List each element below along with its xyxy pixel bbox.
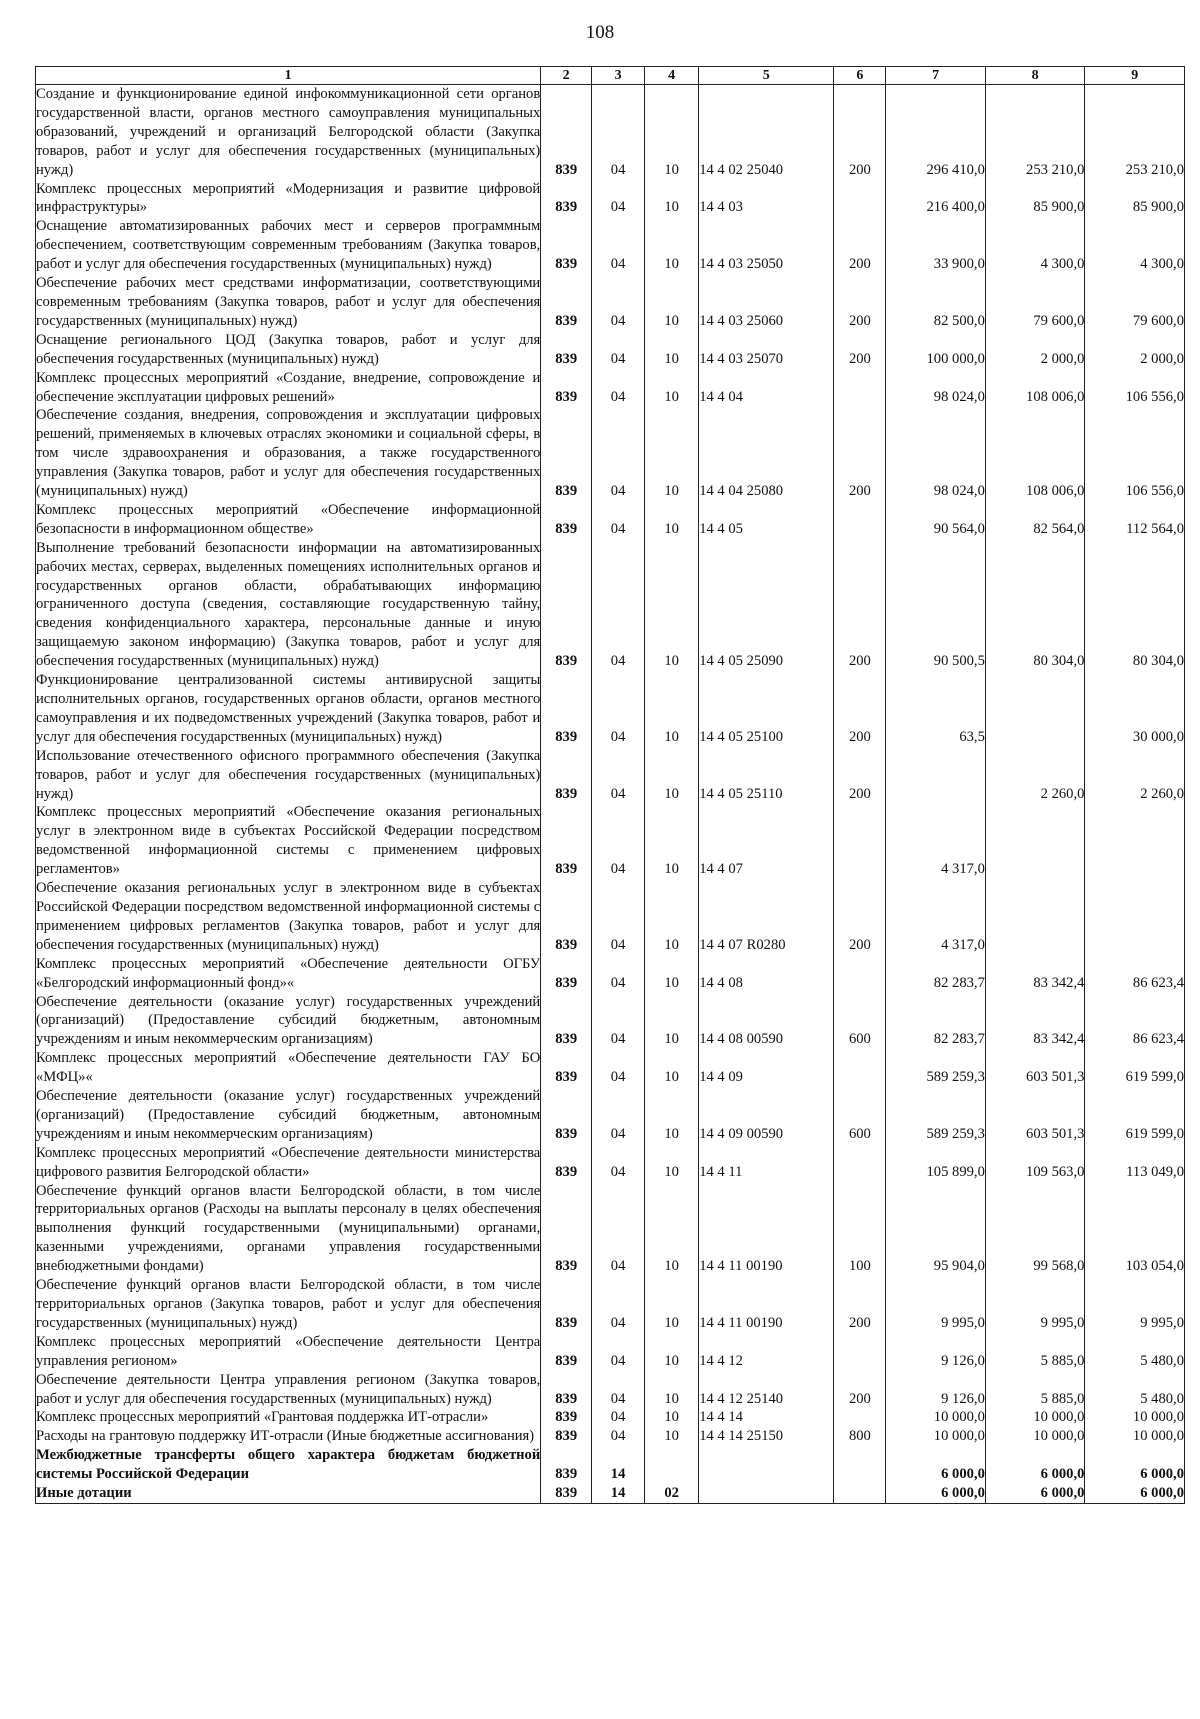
amount-year1-cell: 10 000,0 <box>886 1427 986 1446</box>
table-row <box>36 406 1185 501</box>
subsection-cell: 10 <box>645 747 699 804</box>
section-code-cell: 839 <box>541 1484 592 1503</box>
subsection-cell: 10 <box>645 1049 699 1087</box>
amount-year2-cell: 83 342,4 <box>985 993 1085 1050</box>
amount-year2-cell: 603 501,3 <box>985 1049 1085 1087</box>
amount-year3-cell: 79 600,0 <box>1085 274 1185 331</box>
amount-year3-cell: 85 900,0 <box>1085 180 1185 218</box>
amount-year2-cell: 83 342,4 <box>985 955 1085 993</box>
subsection-cell: 10 <box>645 331 699 369</box>
amount-year1-cell: 98 024,0 <box>886 406 986 501</box>
chapter-cell: 04 <box>592 803 645 879</box>
target-article-cell: 14 4 05 25090 <box>699 539 834 671</box>
chapter-cell: 04 <box>592 1049 645 1087</box>
chapter-cell: 04 <box>592 955 645 993</box>
chapter-cell: 04 <box>592 1371 645 1409</box>
section-code-cell: 839 <box>541 331 592 369</box>
amount-year3-cell: 9 995,0 <box>1085 1276 1185 1333</box>
amount-year3-cell: 10 000,0 <box>1085 1427 1185 1446</box>
amount-year1-cell: 95 904,0 <box>886 1182 986 1277</box>
row-name-cell: Обеспечение деятельности (оказание услуг) государственных учреждений (организаций) (Предоставление субсидий бюджетным, автономным учреждениям и иным некоммерческим организациям) <box>36 993 541 1048</box>
amount-year1-cell: 6 000,0 <box>886 1484 986 1503</box>
section-code-cell: 839 <box>541 217 592 274</box>
expense-type-cell <box>834 1333 886 1371</box>
amount-year3-cell: 619 599,0 <box>1085 1087 1185 1144</box>
target-article-cell: 14 4 09 00590 <box>699 1087 834 1144</box>
target-article-cell: 14 4 12 <box>699 1333 834 1371</box>
amount-year2-cell: 80 304,0 <box>985 539 1085 671</box>
amount-year1-cell: 6 000,0 <box>886 1446 986 1484</box>
chapter-cell: 04 <box>592 85 645 180</box>
chapter-cell: 04 <box>592 747 645 804</box>
row-name-cell: Обеспечение деятельности Центра управления регионом (Закупка товаров, работ и услуг для обеспечения государственных (муниципальных) нужд) <box>36 1371 541 1407</box>
target-article-cell: 14 4 04 <box>699 369 834 407</box>
subsection-cell: 10 <box>645 1144 699 1182</box>
section-code-cell: 839 <box>541 1333 592 1371</box>
amount-year3-cell: 106 556,0 <box>1085 369 1185 407</box>
chapter-cell: 04 <box>592 274 645 331</box>
amount-year2-cell: 5 885,0 <box>985 1333 1085 1371</box>
amount-year2-cell: 6 000,0 <box>985 1484 1085 1503</box>
table-row <box>36 1371 1185 1409</box>
amount-year1-cell: 9 995,0 <box>886 1276 986 1333</box>
target-article-cell: 14 4 14 <box>699 1408 834 1427</box>
row-name-cell: Обеспечение рабочих мест средствами информатизации, соответствующими современным требованиям (Закупка товаров, работ и услуг для обеспечения государственных (муниципальных) нужд) <box>36 275 541 329</box>
subsection-cell: 10 <box>645 993 699 1050</box>
amount-year2-cell: 99 568,0 <box>985 1182 1085 1277</box>
column-header: 4 <box>645 67 699 85</box>
section-code-cell: 839 <box>541 539 592 671</box>
chapter-cell: 04 <box>592 1408 645 1427</box>
section-code-cell: 839 <box>541 369 592 407</box>
amount-year2-cell <box>985 879 1085 955</box>
chapter-cell: 04 <box>592 331 645 369</box>
row-name-cell: Иные дотации <box>36 1484 541 1503</box>
expense-type-cell <box>834 803 886 879</box>
amount-year3-cell: 10 000,0 <box>1085 1408 1185 1427</box>
amount-year2-cell: 10 000,0 <box>985 1427 1085 1446</box>
amount-year3-cell: 2 260,0 <box>1085 747 1185 804</box>
amount-year3-cell: 6 000,0 <box>1085 1446 1185 1484</box>
target-article-cell: 14 4 04 25080 <box>699 406 834 501</box>
target-article-cell: 14 4 11 00190 <box>699 1276 834 1333</box>
subsection-cell: 02 <box>645 1484 699 1503</box>
section-code-cell: 839 <box>541 1182 592 1277</box>
subsection-cell: 10 <box>645 1333 699 1371</box>
amount-year3-cell: 5 480,0 <box>1085 1333 1185 1371</box>
expense-type-cell <box>834 955 886 993</box>
table-row <box>36 85 1185 180</box>
amount-year1-cell: 589 259,3 <box>886 1049 986 1087</box>
section-code-cell: 839 <box>541 1144 592 1182</box>
amount-year2-cell: 9 995,0 <box>985 1276 1085 1333</box>
subsection-cell: 10 <box>645 1087 699 1144</box>
chapter-cell: 04 <box>592 217 645 274</box>
amount-year3-cell: 80 304,0 <box>1085 539 1185 671</box>
amount-year3-cell: 113 049,0 <box>1085 1144 1185 1182</box>
amount-year1-cell: 82 283,7 <box>886 993 986 1050</box>
row-name-cell: Функционирование централизованной системы антивирусной защиты исполнительных органов, государственных органов области, органов местного самоуправления и их подведомственных учреждений (Закупка товаров, работ и услуг для обеспечения государственных (муниципальных) нужд) <box>36 672 541 745</box>
amount-year2-cell: 85 900,0 <box>985 180 1085 218</box>
chapter-cell: 04 <box>592 406 645 501</box>
expense-type-cell: 200 <box>834 539 886 671</box>
subsection-cell: 10 <box>645 180 699 218</box>
table-row <box>36 1408 1185 1427</box>
amount-year3-cell: 4 300,0 <box>1085 217 1185 274</box>
table-row <box>36 671 1185 747</box>
amount-year3-cell: 106 556,0 <box>1085 406 1185 501</box>
chapter-cell: 04 <box>592 180 645 218</box>
table-row <box>36 1087 1185 1144</box>
amount-year1-cell: 4 317,0 <box>886 879 986 955</box>
target-article-cell: 14 4 09 <box>699 1049 834 1087</box>
amount-year2-cell: 2 260,0 <box>985 747 1085 804</box>
amount-year2-cell: 4 300,0 <box>985 217 1085 274</box>
section-code-cell: 839 <box>541 1408 592 1427</box>
amount-year3-cell: 86 623,4 <box>1085 993 1185 1050</box>
section-code-cell: 839 <box>541 406 592 501</box>
amount-year2-cell: 603 501,3 <box>985 1087 1085 1144</box>
table-row <box>36 993 1185 1050</box>
amount-year2-cell: 10 000,0 <box>985 1408 1085 1427</box>
amount-year2-cell <box>985 671 1085 747</box>
column-header: 9 <box>1085 67 1185 85</box>
row-name-cell: Комплекс процессных мероприятий «Обеспечение информационной безопасности в информационном обществе» <box>36 501 541 537</box>
table-row <box>36 879 1185 955</box>
subsection-cell: 10 <box>645 274 699 331</box>
column-header: 5 <box>699 67 834 85</box>
row-name-cell: Комплекс процессных мероприятий «Обеспечение деятельности министерства цифрового развития Белгородской области» <box>36 1144 541 1180</box>
amount-year1-cell: 296 410,0 <box>886 85 986 180</box>
table-header-row <box>36 67 1185 85</box>
chapter-cell: 04 <box>592 993 645 1050</box>
table-row <box>36 331 1185 369</box>
row-name-cell: Оснащение автоматизированных рабочих мест и серверов программным обеспечением, соответствующим современным требованиям (Закупка товаров, работ и услуг для обеспечения государственных (муниципальных) нужд) <box>36 218 541 273</box>
expense-type-cell: 600 <box>834 993 886 1050</box>
chapter-cell: 04 <box>592 671 645 747</box>
expense-type-cell <box>834 501 886 539</box>
row-name-cell: Обеспечение деятельности (оказание услуг) государственных учреждений (организаций) (Предоставление субсидий бюджетным, автономным учреждениям и иным некоммерческим организациям) <box>36 1088 541 1142</box>
row-name-cell: Комплекс процессных мероприятий «Обеспечение деятельности Центра управления регионом» <box>36 1333 541 1369</box>
amount-year2-cell: 108 006,0 <box>985 406 1085 501</box>
amount-year1-cell: 63,5 <box>886 671 986 747</box>
section-code-cell: 839 <box>541 1049 592 1087</box>
target-article-cell: 14 4 08 <box>699 955 834 993</box>
table-body <box>36 85 1185 1504</box>
expense-type-cell: 200 <box>834 274 886 331</box>
amount-year3-cell: 86 623,4 <box>1085 955 1185 993</box>
row-name-cell: Обеспечение создания, внедрения, сопровождения и эксплуатации цифровых решений, применяемых в ключевых отраслях экономики и социальной сферы, в том числе здравоохранения и образования, а также государственного управления (Закупка товаров, работ и услуг для обеспечения государственных (муниципальных) нужд) <box>36 407 541 500</box>
table-row <box>36 1182 1185 1277</box>
table-row <box>36 1427 1185 1446</box>
table-row <box>36 1049 1185 1087</box>
target-article-cell: 14 4 03 25070 <box>699 331 834 369</box>
row-name-cell: Комплекс процессных мероприятий «Грантовая поддержка ИТ-отрасли» <box>36 1408 541 1427</box>
row-name-cell: Комплекс процессных мероприятий «Модернизация и развитие цифровой инфраструктуры» <box>36 180 541 216</box>
row-name-cell: Комплекс процессных мероприятий «Обеспечение деятельности ОГБУ «Белгородский информационный фонд»« <box>36 955 541 991</box>
table-row <box>36 1484 1185 1503</box>
table-row <box>36 1333 1185 1371</box>
subsection-cell: 10 <box>645 671 699 747</box>
amount-year1-cell <box>886 747 986 804</box>
target-article-cell: 14 4 12 25140 <box>699 1371 834 1409</box>
section-code-cell: 839 <box>541 1446 592 1484</box>
table-row <box>36 369 1185 407</box>
table-row <box>36 803 1185 879</box>
amount-year1-cell: 90 564,0 <box>886 501 986 539</box>
subsection-cell: 10 <box>645 1276 699 1333</box>
amount-year2-cell <box>985 803 1085 879</box>
table-row <box>36 747 1185 804</box>
section-code-cell: 839 <box>541 1427 592 1446</box>
column-header: 6 <box>834 67 886 85</box>
target-article-cell: 14 4 11 00190 <box>699 1182 834 1277</box>
expense-type-cell <box>834 1484 886 1503</box>
table-row <box>36 539 1185 671</box>
chapter-cell: 04 <box>592 1182 645 1277</box>
table-row <box>36 217 1185 274</box>
amount-year1-cell: 82 283,7 <box>886 955 986 993</box>
amount-year2-cell: 79 600,0 <box>985 274 1085 331</box>
amount-year2-cell: 6 000,0 <box>985 1446 1085 1484</box>
expense-type-cell <box>834 1446 886 1484</box>
subsection-cell: 10 <box>645 539 699 671</box>
chapter-cell: 14 <box>592 1446 645 1484</box>
budget-table <box>35 66 1185 1504</box>
expense-type-cell: 200 <box>834 1371 886 1409</box>
table-row <box>36 955 1185 993</box>
amount-year2-cell: 2 000,0 <box>985 331 1085 369</box>
amount-year3-cell: 5 480,0 <box>1085 1371 1185 1409</box>
section-code-cell: 839 <box>541 747 592 804</box>
column-header: 7 <box>886 67 986 85</box>
subsection-cell: 10 <box>645 803 699 879</box>
amount-year1-cell: 33 900,0 <box>886 217 986 274</box>
amount-year3-cell: 619 599,0 <box>1085 1049 1185 1087</box>
amount-year1-cell: 105 899,0 <box>886 1144 986 1182</box>
target-article-cell: 14 4 05 <box>699 501 834 539</box>
expense-type-cell: 200 <box>834 85 886 180</box>
amount-year1-cell: 9 126,0 <box>886 1333 986 1371</box>
row-name-cell: Межбюджетные трансферты общего характера бюджетам бюджетной системы Российской Федерации <box>36 1447 541 1483</box>
target-article-cell: 14 4 03 25050 <box>699 217 834 274</box>
subsection-cell: 10 <box>645 217 699 274</box>
target-article-cell: 14 4 02 25040 <box>699 85 834 180</box>
expense-type-cell: 600 <box>834 1087 886 1144</box>
page-number: 108 <box>585 22 615 43</box>
target-article-cell: 14 4 03 <box>699 180 834 218</box>
amount-year1-cell: 98 024,0 <box>886 369 986 407</box>
subsection-cell: 10 <box>645 1427 699 1446</box>
row-name-cell: Комплекс процессных мероприятий «Создание, внедрение, сопровождение и обеспечение эксплуатации цифровых решений» <box>36 369 541 405</box>
amount-year2-cell: 253 210,0 <box>985 85 1085 180</box>
expense-type-cell <box>834 180 886 218</box>
expense-type-cell: 800 <box>834 1427 886 1446</box>
section-code-cell: 839 <box>541 803 592 879</box>
target-article-cell: 14 4 08 00590 <box>699 993 834 1050</box>
subsection-cell: 10 <box>645 406 699 501</box>
amount-year1-cell: 90 500,5 <box>886 539 986 671</box>
target-article-cell <box>699 1484 834 1503</box>
row-name-cell: Комплекс процессных мероприятий «Обеспечение оказания региональных услуг в электронном виде в субъектах Российской Федерации посредством ведомственной информационной системы с применением цифровых регламентов» <box>36 804 541 878</box>
table-row <box>36 1276 1185 1333</box>
chapter-cell: 14 <box>592 1484 645 1503</box>
section-code-cell: 839 <box>541 85 592 180</box>
chapter-cell: 04 <box>592 369 645 407</box>
column-header: 8 <box>985 67 1085 85</box>
expense-type-cell: 200 <box>834 406 886 501</box>
chapter-cell: 04 <box>592 1276 645 1333</box>
row-name-cell: Обеспечение функций органов власти Белгородской области, в том числе территориальных органов (Закупка товаров, работ и услуг для обеспечения государственных (муниципальных) нужд) <box>36 1277 541 1331</box>
section-code-cell: 839 <box>541 274 592 331</box>
row-name-cell: Создание и функционирование единой инфокоммуникационной сети органов государственной власти, органов местного самоуправления муниципальных образований, учреждений и организаций Белгородской области (Закупка товаров, работ и услуг для обеспечения государственных (муниципальных) нужд) <box>36 86 541 178</box>
row-name-cell: Комплекс процессных мероприятий «Обеспечение деятельности ГАУ БО «МФЦ»« <box>36 1050 541 1086</box>
section-code-cell: 839 <box>541 993 592 1050</box>
section-code-cell: 839 <box>541 879 592 955</box>
amount-year2-cell: 82 564,0 <box>985 501 1085 539</box>
amount-year2-cell: 5 885,0 <box>985 1371 1085 1409</box>
expense-type-cell <box>834 1144 886 1182</box>
row-name-cell: Оснащение регионального ЦОД (Закупка товаров, работ и услуг для обеспечения государственных (муниципальных) нужд) <box>36 331 541 367</box>
section-code-cell: 839 <box>541 1087 592 1144</box>
amount-year3-cell: 2 000,0 <box>1085 331 1185 369</box>
column-header: 1 <box>36 67 541 85</box>
target-article-cell: 14 4 05 25110 <box>699 747 834 804</box>
subsection-cell <box>645 1446 699 1484</box>
chapter-cell: 04 <box>592 1427 645 1446</box>
expense-type-cell: 200 <box>834 879 886 955</box>
chapter-cell: 04 <box>592 501 645 539</box>
expense-type-cell <box>834 1408 886 1427</box>
subsection-cell: 10 <box>645 1182 699 1277</box>
chapter-cell: 04 <box>592 1144 645 1182</box>
expense-type-cell <box>834 369 886 407</box>
amount-year1-cell: 9 126,0 <box>886 1371 986 1409</box>
row-name-cell: Обеспечение оказания региональных услуг в электронном виде в субъектах Российской Федерации посредством ведомственной информационной системы с применением цифровых регламентов (Закупка товаров, работ и услуг для обеспечения государственных (муниципальных) нужд) <box>36 880 541 953</box>
amount-year3-cell: 103 054,0 <box>1085 1182 1185 1277</box>
expense-type-cell <box>834 1049 886 1087</box>
table-row <box>36 1446 1185 1484</box>
expense-type-cell: 200 <box>834 1276 886 1333</box>
subsection-cell: 10 <box>645 501 699 539</box>
amount-year3-cell: 30 000,0 <box>1085 671 1185 747</box>
chapter-cell: 04 <box>592 1333 645 1371</box>
amount-year1-cell: 4 317,0 <box>886 803 986 879</box>
subsection-cell: 10 <box>645 85 699 180</box>
section-code-cell: 839 <box>541 180 592 218</box>
subsection-cell: 10 <box>645 369 699 407</box>
target-article-cell: 14 4 05 25100 <box>699 671 834 747</box>
table-row <box>36 180 1185 218</box>
amount-year3-cell <box>1085 803 1185 879</box>
row-name-cell: Выполнение требований безопасности информации на автоматизированных рабочих местах, серверах, выделенных помещениях исполнительных органов и государственных органов области, обрабатывающих информацию ограниченного доступа (сведения, составляющие государственную тайну, сведения конфиденциального характера, персональные данные и иную защищаемую законом информацию) (Закупка товаров, работ и услуг для обеспечения государственных (муниципальных) нужд) <box>36 539 541 670</box>
amount-year1-cell: 82 500,0 <box>886 274 986 331</box>
subsection-cell: 10 <box>645 879 699 955</box>
chapter-cell: 04 <box>592 879 645 955</box>
expense-type-cell: 200 <box>834 671 886 747</box>
table-row <box>36 274 1185 331</box>
amount-year2-cell: 108 006,0 <box>985 369 1085 407</box>
subsection-cell: 10 <box>645 955 699 993</box>
amount-year1-cell: 100 000,0 <box>886 331 986 369</box>
expense-type-cell: 200 <box>834 331 886 369</box>
amount-year1-cell: 10 000,0 <box>886 1408 986 1427</box>
subsection-cell: 10 <box>645 1408 699 1427</box>
expense-type-cell: 200 <box>834 217 886 274</box>
section-code-cell: 839 <box>541 501 592 539</box>
chapter-cell: 04 <box>592 1087 645 1144</box>
amount-year3-cell: 253 210,0 <box>1085 85 1185 180</box>
target-article-cell <box>699 1446 834 1484</box>
row-name-cell: Обеспечение функций органов власти Белгородской области, в том числе территориальных органов (Расходы на выплаты персоналу в целях обеспечения выполнения функций государственными (муниципальными) органами, казенными учреждениями, органами управления государственными внебюджетными фондами) <box>36 1182 541 1275</box>
target-article-cell: 14 4 07 <box>699 803 834 879</box>
amount-year2-cell: 109 563,0 <box>985 1144 1085 1182</box>
amount-year1-cell: 216 400,0 <box>886 180 986 218</box>
row-name-cell: Использование отечественного офисного программного обеспечения (Закупка товаров, работ и услуг для обеспечения государственных (муниципальных) нужд) <box>36 747 541 802</box>
section-code-cell: 839 <box>541 955 592 993</box>
section-code-cell: 839 <box>541 671 592 747</box>
subsection-cell: 10 <box>645 1371 699 1409</box>
column-header: 3 <box>592 67 645 85</box>
target-article-cell: 14 4 11 <box>699 1144 834 1182</box>
column-header: 2 <box>541 67 592 85</box>
amount-year3-cell <box>1085 879 1185 955</box>
amount-year3-cell: 112 564,0 <box>1085 501 1185 539</box>
expense-type-cell: 200 <box>834 747 886 804</box>
target-article-cell: 14 4 03 25060 <box>699 274 834 331</box>
row-name-cell: Расходы на грантовую поддержку ИТ-отрасли (Иные бюджетные ассигнования) <box>36 1427 541 1446</box>
expense-type-cell: 100 <box>834 1182 886 1277</box>
chapter-cell: 04 <box>592 539 645 671</box>
section-code-cell: 839 <box>541 1371 592 1409</box>
table-row <box>36 1144 1185 1182</box>
table-row <box>36 501 1185 539</box>
section-code-cell: 839 <box>541 1276 592 1333</box>
target-article-cell: 14 4 07 R0280 <box>699 879 834 955</box>
amount-year3-cell: 6 000,0 <box>1085 1484 1185 1503</box>
amount-year1-cell: 589 259,3 <box>886 1087 986 1144</box>
target-article-cell: 14 4 14 25150 <box>699 1427 834 1446</box>
